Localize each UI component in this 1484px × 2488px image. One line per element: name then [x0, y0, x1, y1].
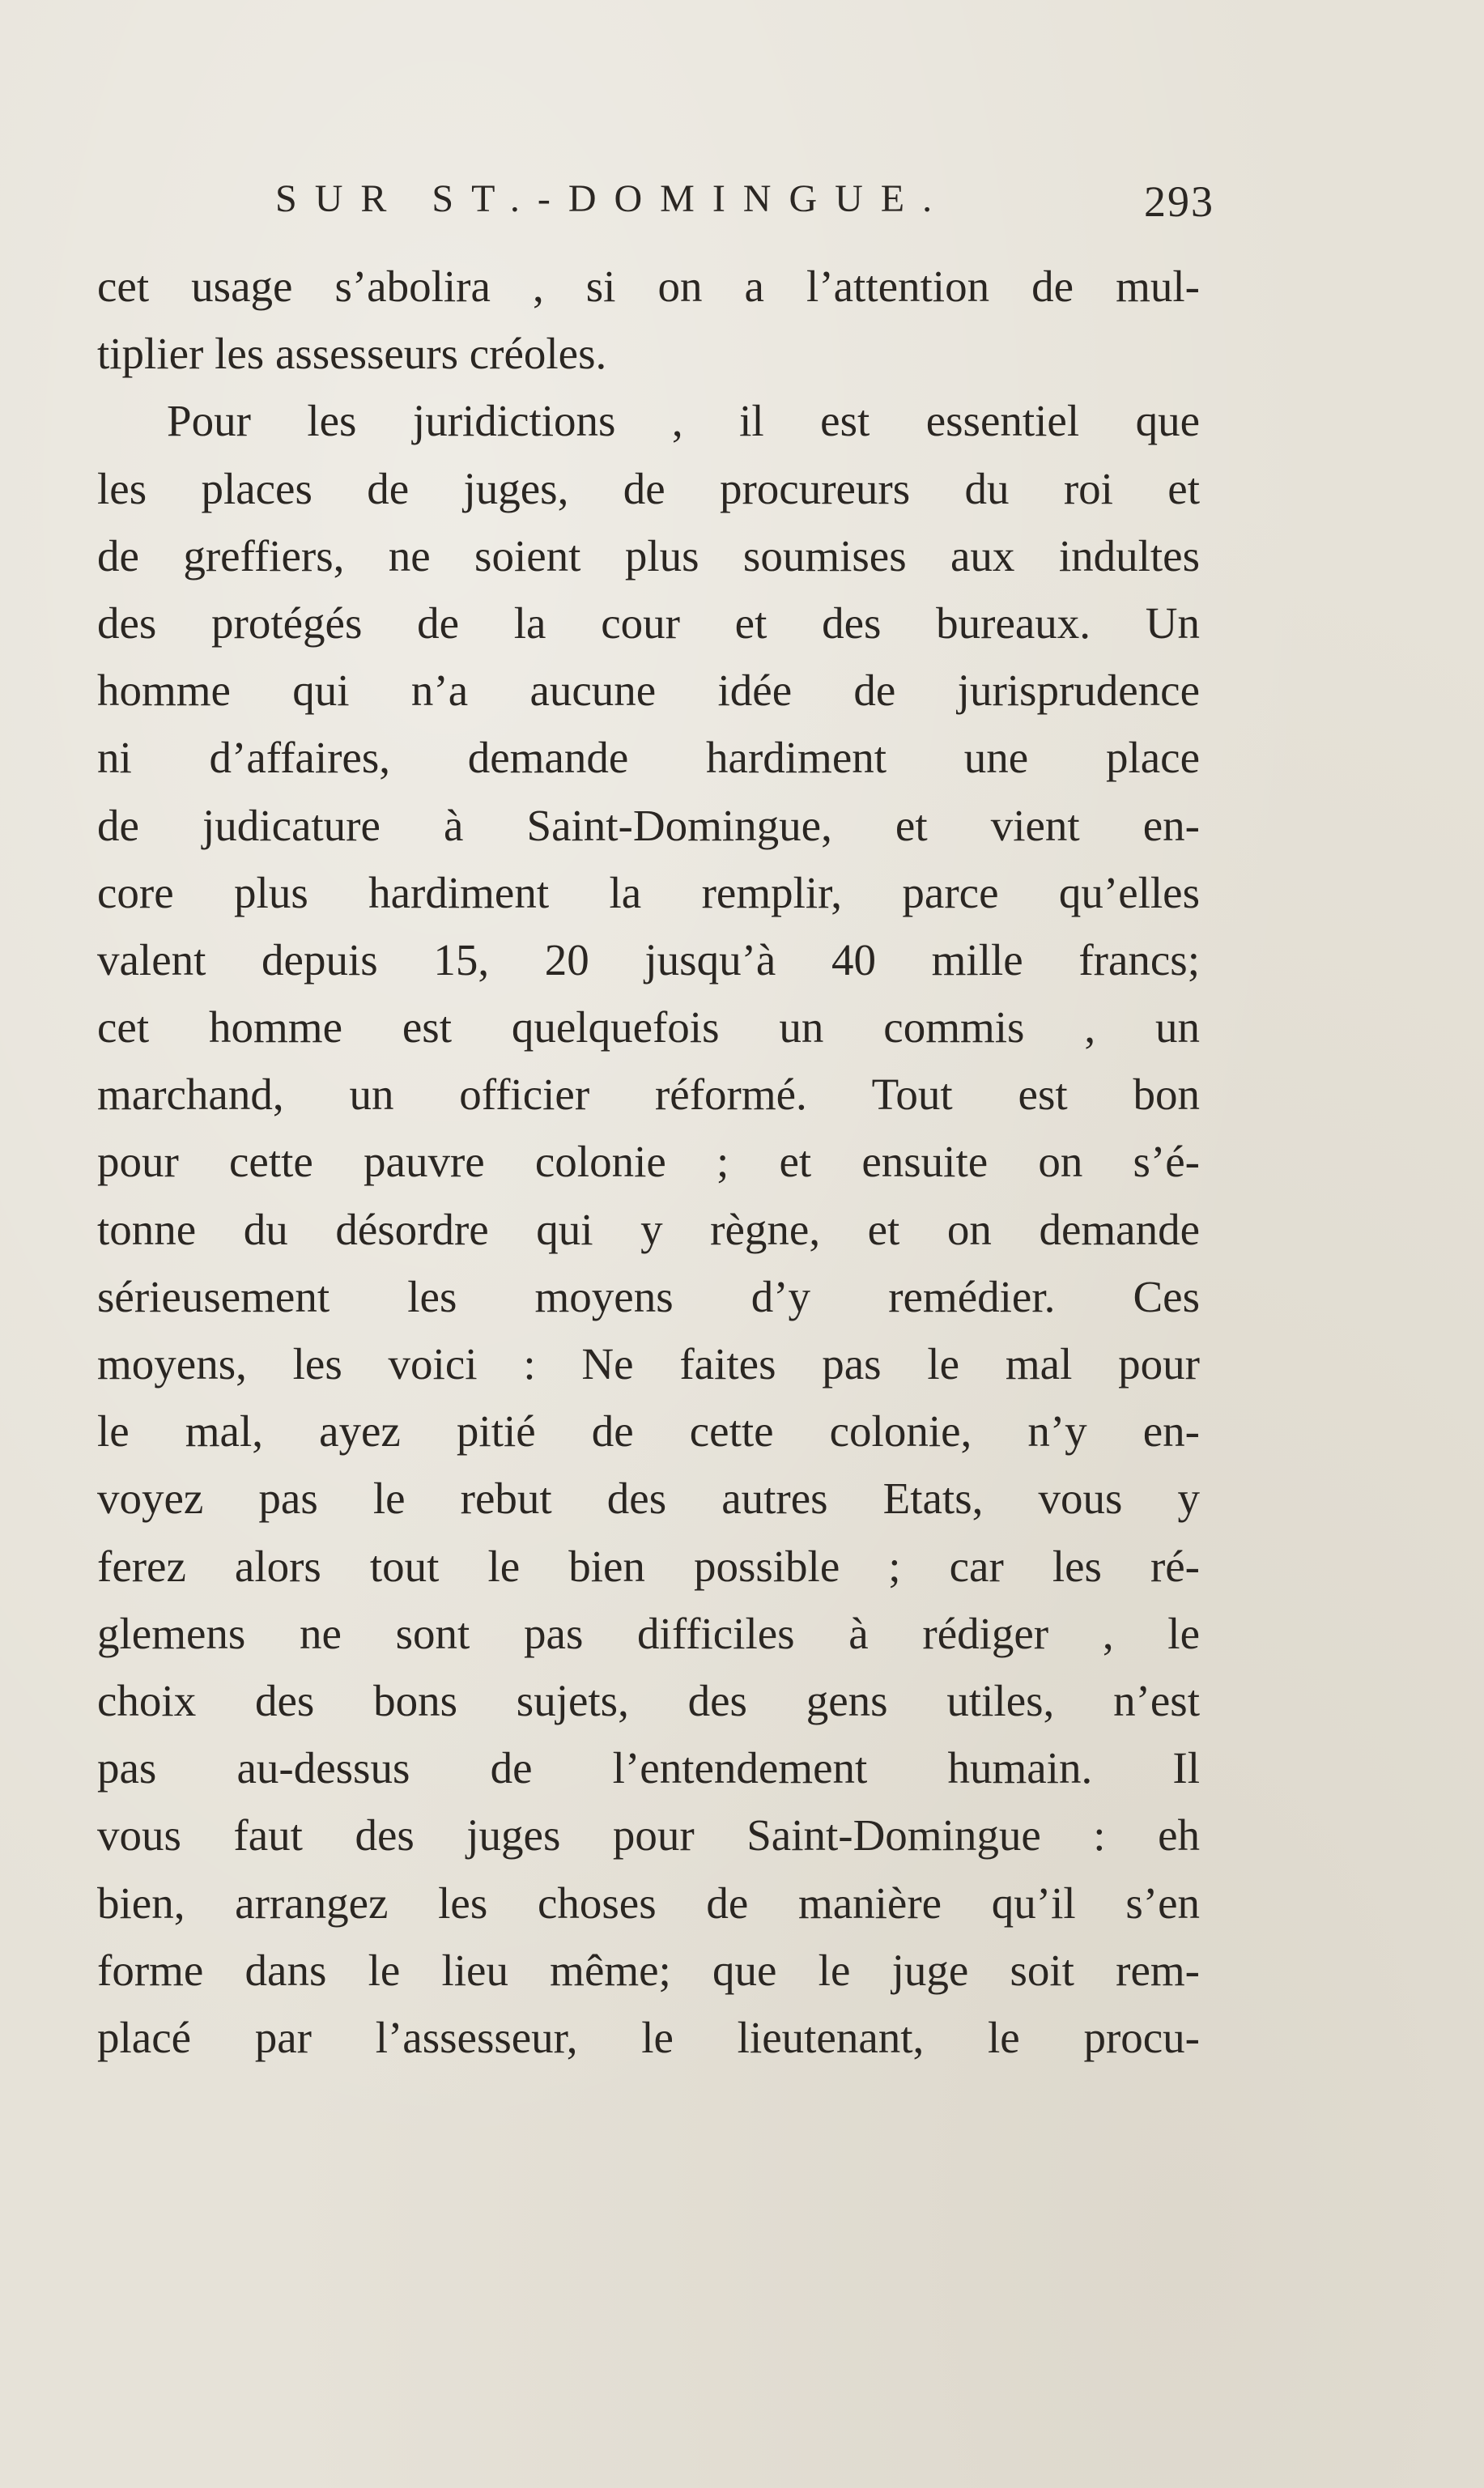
running-head	[275, 176, 1214, 233]
text-line: de judicature à Saint-Domingue, et vient en-	[97, 800, 1200, 850]
text-line: cet homme est quelquefois un commis , un	[97, 1002, 1200, 1053]
text-line: les places de juges, de procureurs du roi et	[97, 463, 1200, 513]
text-line: voyez pas le rebut des autres Etats, vous y	[97, 1474, 1200, 1524]
text-line: sérieusement les moyens d’y remédier. Ces	[97, 1271, 1200, 1321]
text-line: placé par l’assesseur, le lieutenant, le procu-	[97, 2012, 1200, 2062]
running-head-title: SUR ST.-DOMINGUE.	[275, 177, 950, 220]
text-line: des protégés de la cour et des bureaux. Un	[97, 598, 1200, 648]
text-line: glemens ne sont pas difficiles à rédiger , le	[97, 1608, 1200, 1658]
text-line: pour cette pauvre colonie ; et ensuite on s’é-	[97, 1137, 1200, 1187]
text-line: forme dans le lieu même; que le juge soit rem-	[97, 1945, 1200, 1995]
text-line: marchand, un officier réformé. Tout est bon	[97, 1070, 1200, 1120]
text-line: tonne du désordre qui y règne, et on demande	[97, 1204, 1200, 1254]
text-line: bien, arrangez les choses de manière qu’il s’en	[97, 1878, 1200, 1928]
text-line: core plus hardiment la remplir, parce qu’elles	[97, 867, 1200, 917]
text-line: cet usage s’abolira , si on a l’attention de mul-	[97, 262, 1200, 311]
text-line: homme qui n’a aucune idée de jurisprudence	[97, 666, 1200, 716]
body-text	[97, 253, 1200, 2071]
text-line: pas au-dessus de l’entendement humain. Il	[97, 1743, 1200, 1793]
text-line: tiplier les assesseurs créoles.	[97, 329, 607, 379]
text-line: ferez alors tout le bien possible ; car les ré-	[97, 1541, 1200, 1591]
page-number: 293	[1144, 177, 1214, 226]
text-line: de greffiers, ne soient plus soumises aux indultes	[97, 530, 1200, 581]
text-line: Pour les juridictions , il est essentiel que	[167, 396, 1200, 446]
text-line: valent depuis 15, 20 jusqu’à 40 mille francs;	[97, 934, 1200, 985]
text-line: moyens, les voici : Ne faites pas le mal pour	[97, 1339, 1200, 1389]
text-line: choix des bons sujets, des gens utiles, n’est	[97, 1675, 1200, 1725]
text-line: le mal, ayez pitié de cette colonie, n’y en-	[97, 1406, 1200, 1457]
text-line: vous faut des juges pour Saint-Domingue : eh	[97, 1810, 1200, 1861]
text-line: ni d’affaires, demande hardiment une place	[97, 733, 1200, 783]
